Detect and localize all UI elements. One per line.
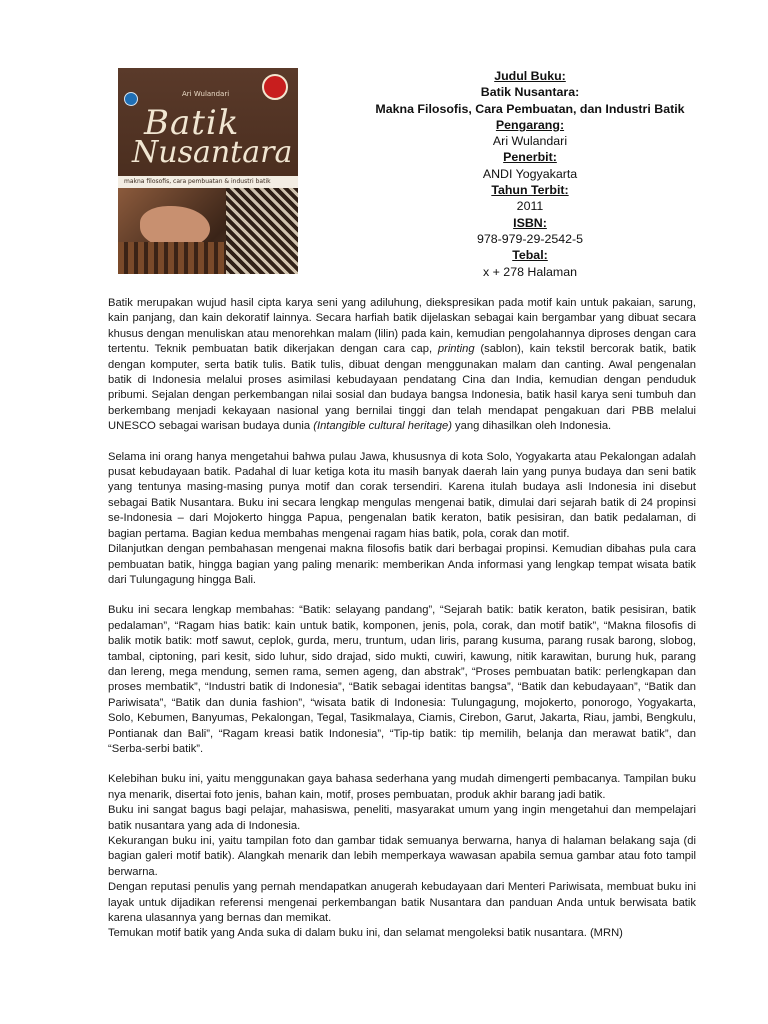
book-title-line2: Makna Filosofis, Cara Pembuatan, dan Industri Batik bbox=[375, 101, 685, 116]
paragraph-6: Buku ini sangat bagus bagi pelajar, mahasiswa, peneliti, masyarakat umum yang ingin mengetahui dan mempelajari batik nusantara yang ada di Indonesia. bbox=[108, 804, 696, 832]
pages-value: x + 278 Halaman bbox=[482, 264, 578, 279]
cover-subtitle: makna filosofis, cara pembuatan & industri batik bbox=[124, 178, 271, 185]
review-body bbox=[108, 296, 696, 942]
italic-text: (Intangible cultural heritage) bbox=[313, 420, 452, 433]
paragraph-5: Kelebihan buku ini, yaitu menggunakan gaya bahasa sederhana yang mudah dimengerti pembacanya. Tampilan buku nya menarik, disertai foto jenis, bahan kain, motif, proses pembuatan, produk akhir barang jadi batik. bbox=[108, 773, 696, 801]
paragraph-gap bbox=[108, 757, 696, 772]
title-label: Judul Buku: bbox=[494, 69, 566, 83]
book-info-block bbox=[330, 68, 730, 280]
paragraph-intro bbox=[108, 296, 696, 435]
text-run: Batik merupakan wujud hasil cipta karya seni yang adiluhung, diekspresikan pada motif kain untuk pakaian, sarung, kain panjang, dan kain dekoratif lainnya. Secara harfiah batik dijelaskan sebagai kain bergambar yang dibuat secara khusus dengan menuliskan atau menorehkan malam (lilin) pada kain, kemudian pengolahannya diproses dengan cara tertentu. Teknik pembuatan batik dikerjakan dengan cara cap, bbox=[108, 297, 696, 356]
publisher-logo-icon bbox=[124, 92, 138, 106]
cover-photo bbox=[118, 188, 298, 274]
cover-title-line1: Batik bbox=[144, 103, 240, 143]
paragraph-gap bbox=[108, 588, 696, 603]
cover-author: Ari Wulandari bbox=[182, 90, 230, 98]
italic-text: printing bbox=[437, 343, 475, 356]
isbn-label: ISBN: bbox=[513, 215, 547, 230]
paragraph-4: Buku ini secara lengkap membahas: “Batik: selayang pandang”, “Sejarah batik: batik keraton, batik pesisiran, batik pedalaman”, “Ragam hias batik: kain untuk batik, komponen, jenis, pola, corak, dan motif batik”, “Makna filosofis di balik motik batik: motf sawut, ceplok, gurda, meru, truntum, udan liris, parang kusuma, parang rusak barong, slobog, tambal, ciptoning, pari kesit, sido luhur, sido drajad, sido mukti, cuwiri, kawung, nitik karawitan, burung huk, parang dan lereng, mega mendung, semen rama, semen ageng, dan abstrak”, “Proses pembuatan batik: perlengkapan dan proses membatik”, “Industri batik di Indonesia”, “Batik sebagai identitas bangsa”, “Batik dan kebudayaan”, “Batik dan Pariwisata”, “Batik dan dunia fashion”, “wisata batik di Indonesia: Tulungagung, mojokerto, ponorogo, Yogyakarta, Solo, Kebumen, Banyumas, Pekalongan, Tegal, Tasikmalaya, Ciamis, Cirebon, Garut, Jakarta, Riau, jambi, Bengkulu, Pontianak dan Bali”, “Ragam kreasi batik Indonesia”, “Tip-tip batik: tip memilih, belanja dan merawat batik”, dan “Serba-serbi batik”. bbox=[108, 604, 696, 755]
isbn-value: 978-979-29-2542-5 bbox=[476, 231, 584, 246]
paragraph-9: Temukan motif batik yang Anda suka di dalam buku ini, dan selamat mengoleksi batik nusantara. (MRN) bbox=[108, 927, 623, 940]
batik-pattern-image bbox=[226, 188, 298, 274]
pages-label: Tebal: bbox=[512, 248, 548, 263]
book-cover-image bbox=[118, 68, 298, 274]
paragraph-gap bbox=[108, 435, 696, 450]
year-label: Tahun Terbit: bbox=[491, 183, 569, 198]
paragraph-2: Selama ini orang hanya mengetahui bahwa pulau Jawa, khususnya di kota Solo, Yogyakarta atau Pekalongan adalah pusat kebudayaan batik. Padahal di luar ketiga kota itu masih banyak daerah lain yang punya budaya dan seni batik yang tentunya masing-masing punya motif dan corak tersendiri. Karena itulah budaya asli Indonesia ini disebut sebagai Batik Nusantara. Buku ini secara lengkap mengulas mengenai batik, dimulai dari sejarah batik di 24 propinsi se-Indonesia – dari Mojokerto hingga Papua, pengenalan batik keraton, batik pesisiran, dan batik pedalaman, di bagian pertama. Bagian kedua membahas mengenai ragam hias batik, pola, corak dan motif. bbox=[108, 450, 696, 540]
author-value: Ari Wulandari bbox=[492, 134, 568, 149]
author-label: Pengarang: bbox=[495, 117, 565, 132]
text-run: (sablon), kain tekstil bercorak batik, batik dengan komputer, serta batik tulis. Batik tulis, dibuat dengan menggunakan malam dan canting. Awal pengenalan batik di Indonesia melalui proses asimilasi kebudayaan pendatang Cina dan India, kemudian dengan penduduk pribumi. Sejalan dengan perkembangan nilai sosial dan budaya bangsa Indonesia, batik hasil karya seni tumbuh dan berkembang menjadi kekayaan nasional yang bernilai tinggi dan telah mendapat pengakuan dari PBB melalui UNESCO sebagai warisan budaya dunia bbox=[108, 343, 696, 433]
publisher-value: ANDI Yogyakarta bbox=[482, 166, 578, 181]
publisher-label: Penerbit: bbox=[503, 150, 557, 165]
book-title-line1: Batik Nusantara: bbox=[480, 85, 580, 100]
award-seal-icon bbox=[262, 74, 288, 100]
text-run: yang dihasilkan oleh Indonesia. bbox=[451, 420, 612, 433]
cover-title-line2: Nusantara bbox=[132, 135, 293, 170]
paragraph-7: Kekurangan buku ini, yaitu tampilan foto dan gambar tidak semuanya berwarna, hanya di halaman belakang saja (di bagian galeri motif batik). Alangkah menarik dan lebih memperkaya wawasan apabila semua gambar atau foto tampil berwarna. bbox=[108, 835, 696, 878]
year-value: 2011 bbox=[516, 199, 544, 214]
batik-cloth-image bbox=[118, 242, 228, 274]
paragraph-3: Dilanjutkan dengan pembahasan mengenai makna filosofis batik dari berbagai propinsi. Kemudian dibahas pula cara pembuatan batik, hingga bagian yang paling menarik: memberikan Anda informasi yang lengkap tempat wisata batik dari Tulungagung hingga Bali. bbox=[108, 543, 696, 586]
paragraph-8: Dengan reputasi penulis yang pernah mendapatkan anugerah kebudayaan dari Menteri Pariwisata, membuat buku ini layak untuk dijadikan referensi mengenai perkembangan batik Nusantara dan panduan Anda untuk berwisata batik karena ulasannya yang bernas dan memikat. bbox=[108, 881, 696, 925]
